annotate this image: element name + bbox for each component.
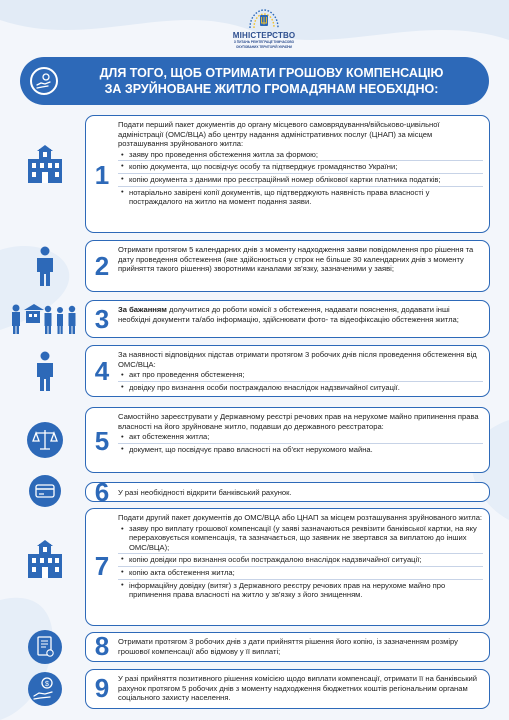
person-icon: [16, 246, 74, 286]
step-intro-rest: долучитися до роботи комісії з обстеження, надавати пояснення, додавати інші необхідні документи та/або інформацію, здійснювати фото- та відеофіксацію обстеження житла;: [118, 305, 459, 324]
step-bullets: [118, 524, 483, 600]
step-4: [0, 345, 509, 397]
step-5-content: [118, 412, 483, 454]
step-7-content: [118, 513, 483, 600]
step-7: [0, 508, 509, 626]
step-3: [0, 300, 509, 338]
step-bullets: [118, 370, 483, 392]
step-8: [0, 632, 509, 662]
step-9-content: [118, 674, 483, 703]
step-2-card: [85, 240, 490, 292]
step-5: [0, 407, 509, 473]
step-intro: У разі прийняття позитивного рішення комісією щодо виплати компенсації, отримати її на банківський рахунок протягом 5 робочих днів з моменту надходження бюджетних коштів регіональним органам соціального захисту населення.: [118, 674, 478, 703]
logo-title: МІНІСТЕРСТВО: [232, 31, 296, 40]
bullet-item: • заяву про проведення обстеження житла за формою;: [118, 150, 483, 160]
step-intro: За наявності відповідних підстав отримати протягом 3 робочих днів після проведення обстеження від ОМС/ВЦА:: [118, 350, 477, 369]
step-6-content: [118, 488, 483, 498]
title-banner: [20, 57, 489, 105]
step-intro: У разі необхідності відкрити банківський рахунок.: [118, 488, 292, 497]
step-intro-emphasis: За бажанням: [118, 305, 167, 314]
page-title-line-1: ДЛЯ ТОГО, ЩОБ ОТРИМАТИ ГРОШОВУ КОМПЕНСАЦІЮ: [99, 66, 444, 80]
step-bullets: [118, 432, 483, 454]
bullet-item: • акт обстеження житла;: [118, 432, 483, 442]
step-8-content: [118, 637, 483, 656]
page-title-line-2: ЗА ЗРУЙНОВАНЕ ЖИТЛО ГРОМАДЯНАМ НЕОБХІДНО:: [104, 82, 439, 96]
step-6: [0, 477, 509, 507]
hand-money-icon: [16, 670, 74, 708]
hand-coin-icon: [30, 67, 58, 95]
scales-icon: [16, 421, 74, 459]
step-number: 3: [94, 304, 110, 334]
bullet-item: • копію довідки про визнання особи постраждалою внаслідок надзвичайної ситуації;: [118, 553, 483, 565]
bullet-item: • акт про проведення обстеження;: [118, 370, 483, 380]
bullet-item: • довідку про визнання особи постраждалою внаслідок надзвичайної ситуації.: [118, 381, 483, 393]
step-number: 9: [94, 673, 110, 703]
step-number: 2: [94, 251, 110, 281]
step-intro: Отримати протягом 5 календарних днів з моменту надходження заяви повідомлення про рішення та дату проведення обстеження (яке здійснюється у строк не більше 30 календарних днів з моменту прийняття такого рішення) зворотними каналами зв'язку, зазначеними у заяві;: [118, 245, 474, 274]
step-5-card: [85, 407, 490, 473]
step-2: [0, 240, 509, 292]
bank-card-icon: [16, 474, 74, 508]
bullet-item: • інформаційну довідку (витяг) з Державного реєстру речових прав на нерухоме майно про припинення права власності на житло у зв'язку з його знищенням.: [118, 579, 483, 600]
trident-emblem-icon: [246, 6, 282, 30]
logo-subtitle-1: З ПИТАНЬ РЕІНТЕГРАЦІЇ ТИМЧАСОВО: [233, 40, 295, 44]
step-bullets: [118, 150, 483, 207]
step-number: 1: [94, 160, 110, 190]
step-8-card: [85, 632, 490, 662]
step-intro: Отримати протягом 3 робочих днів з дати прийняття рішення його копію, із зазначенням розміру грошової компенсації або відмову у її виплаті;: [118, 637, 458, 656]
bullet-item: • копію документа, що посвідчує особу та підтверджує громадянство України;: [118, 160, 483, 172]
step-number: 5: [94, 426, 110, 456]
svg-text:$: $: [45, 681, 49, 688]
step-4-content: [118, 350, 483, 392]
step-7-card: [85, 508, 490, 626]
government-building-icon: [16, 145, 74, 185]
step-3-content: [118, 305, 483, 324]
ministry-logo: [228, 6, 300, 50]
logo-subtitle-2: ОКУПОВАНИХ ТЕРИТОРІЙ УКРАЇНИ: [236, 44, 292, 49]
person-icon: [16, 351, 74, 391]
step-intro: Подати перший пакет документів до органу місцевого самоврядування/військово-цивільної адміністрації (ОМС/ВЦА) або центру надання адміністративних послуг (ЦНАП) за місцем розташування зруйнованого житла:: [118, 120, 440, 149]
step-9-card: [85, 669, 490, 709]
step-1: [0, 115, 509, 233]
step-1-card: [85, 115, 490, 233]
government-building-icon: [16, 540, 74, 580]
step-intro: Подати другий пакет документів до ОМС/ВЦА або ЦНАП за місцем розташування зруйнованого житла:: [118, 513, 483, 522]
step-1-content: [118, 120, 483, 207]
step-number: 7: [94, 551, 110, 581]
step-intro: Самостійно зареєструвати у Державному реєстрі речових прав на нерухоме майно припинення права власності на його зруйноване житло, подавши до державного реєстратора:: [118, 412, 479, 431]
bullet-item: • копію документа з даними про реєстраційний номер облікової картки платника податків;: [118, 173, 483, 185]
step-9: [0, 669, 509, 709]
bullet-item: • копію акта обстеження житла;: [118, 566, 483, 578]
step-number: 4: [94, 356, 110, 386]
step-intro: [118, 305, 483, 324]
group-of-people-icon: [8, 302, 80, 334]
step-number: 8: [94, 631, 110, 661]
page-title: [64, 65, 479, 97]
document-icon: [16, 628, 74, 666]
step-6-card: [85, 477, 490, 507]
bullet-item: • нотаріально завірені копії документів, що підтверджують наявність права власності у постраждалого на житло на момент подання заяви.: [118, 186, 483, 207]
step-2-content: [118, 245, 483, 274]
bullet-item: • документ, що посвідчує право власності на об'єкт нерухомого майна.: [118, 443, 483, 455]
step-3-card: [85, 300, 490, 338]
step-number: 6: [94, 477, 110, 507]
bullet-item: • заяву про виплату грошової компенсації (у заяві зазначаються реквізити банківської картки, на яку перераховується компенсація, та зазначається, що заявник не звертався за виплатою до інших ОМС/ВЦА);: [118, 524, 483, 553]
step-4-card: [85, 345, 490, 397]
